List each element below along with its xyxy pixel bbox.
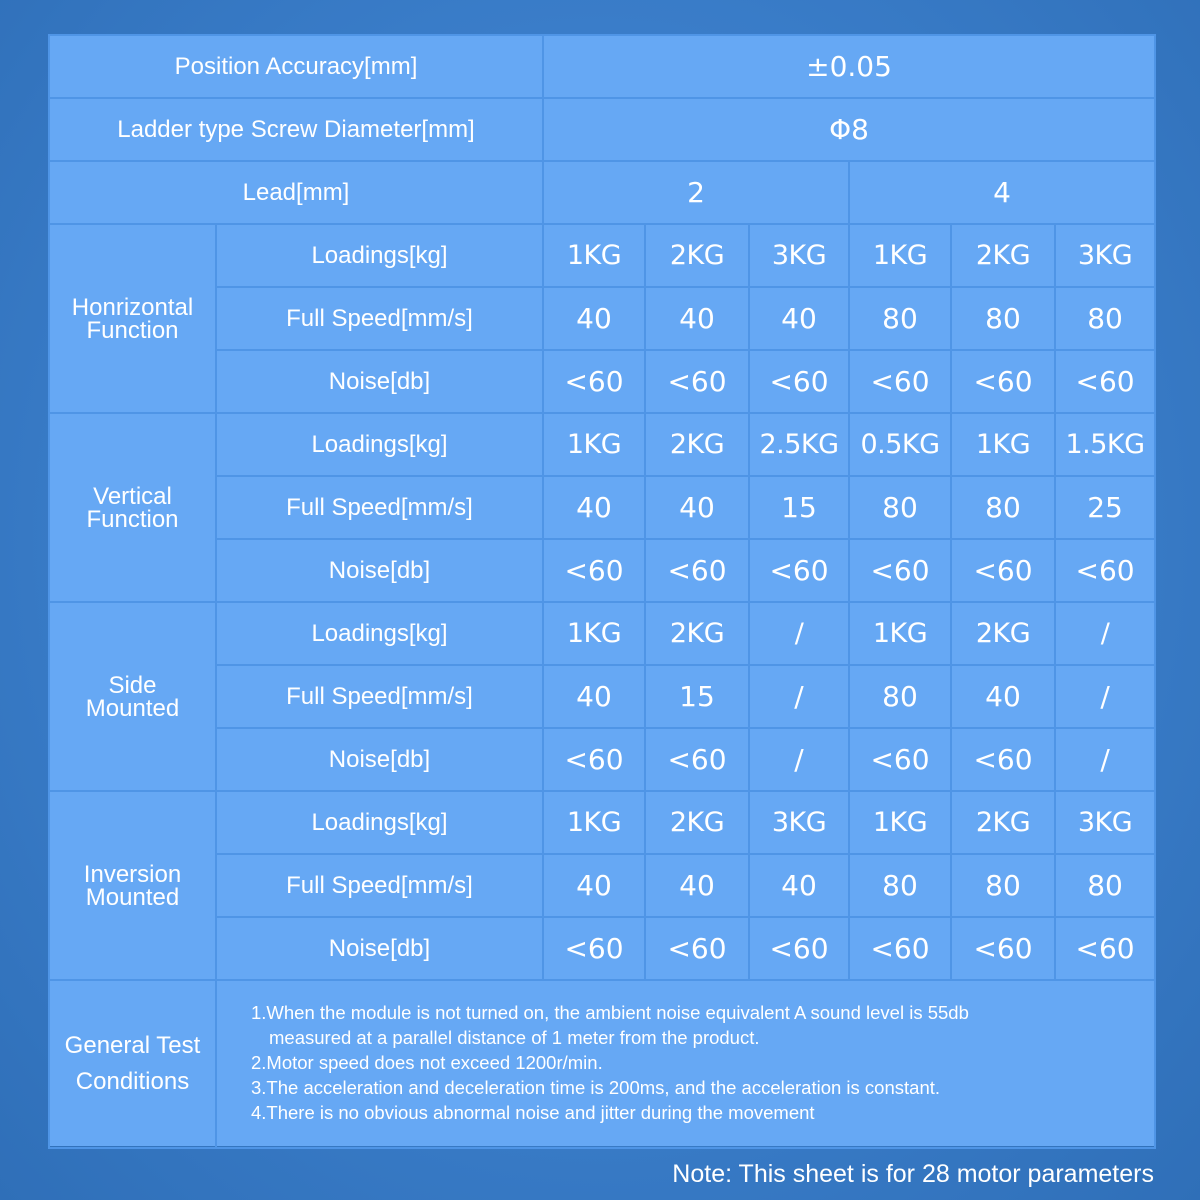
spec-table <box>48 34 1156 1149</box>
row-label-loadings: Loadings[kg] <box>216 413 543 476</box>
group-label <box>49 224 216 413</box>
group-label-line: Inversion <box>83 860 182 888</box>
value-cell: 1KG <box>849 602 951 665</box>
value-cell: 2KG <box>645 791 749 854</box>
value-cell: 2KG <box>645 602 749 665</box>
lead-label: Lead[mm] <box>49 161 543 224</box>
position-accuracy-label: Position Accuracy[mm] <box>49 35 543 98</box>
value-cell: / <box>1055 665 1155 728</box>
value-cell: 3KG <box>749 224 849 287</box>
lead-value: 4 <box>849 161 1155 224</box>
value-cell: <60 <box>951 917 1055 980</box>
row-label-noise: Noise[db] <box>216 917 543 980</box>
screw-diameter-value: Φ8 <box>543 98 1155 161</box>
value-cell: <60 <box>543 917 645 980</box>
group-label-line: Mounted <box>85 883 180 911</box>
position-accuracy-value: ±0.05 <box>543 35 1155 98</box>
value-cell: 40 <box>543 287 645 350</box>
row-label-loadings: Loadings[kg] <box>216 602 543 665</box>
value-cell: <60 <box>849 350 951 413</box>
value-cell: <60 <box>749 350 849 413</box>
value-cell: 2KG <box>951 602 1055 665</box>
row-label-speed: Full Speed[mm/s] <box>216 854 543 917</box>
value-cell: 40 <box>645 854 749 917</box>
value-cell: 40 <box>645 287 749 350</box>
row-label-noise: Noise[db] <box>216 350 543 413</box>
test-condition-line: 2.Motor speed does not exceed 1200r/min. <box>251 1052 603 1073</box>
value-cell: 80 <box>951 287 1055 350</box>
value-cell: <60 <box>951 350 1055 413</box>
group-label <box>49 791 216 980</box>
group-label-line: Honrizontal <box>71 293 194 321</box>
test-conditions-notes <box>216 980 1155 1148</box>
value-cell: 15 <box>749 476 849 539</box>
row-label-noise: Noise[db] <box>216 539 543 602</box>
screw-diameter-row <box>49 98 1155 161</box>
value-cell: 1KG <box>951 413 1055 476</box>
value-cell: 40 <box>543 665 645 728</box>
value-cell: 1KG <box>849 791 951 854</box>
value-cell: 40 <box>749 287 849 350</box>
group-label <box>49 602 216 791</box>
group-label <box>49 413 216 602</box>
value-cell: 3KG <box>1055 791 1155 854</box>
footnote: Note: This sheet is for 28 motor parameters <box>672 1160 1154 1188</box>
value-cell: 40 <box>543 476 645 539</box>
value-cell: 40 <box>543 854 645 917</box>
lead-value: 2 <box>543 161 849 224</box>
value-cell: 2KG <box>645 413 749 476</box>
value-cell: 1KG <box>543 224 645 287</box>
group-row-loadings <box>49 224 1155 287</box>
row-label-loadings: Loadings[kg] <box>216 791 543 854</box>
test-condition-line: 1.When the module is not turned on, the ambient noise equivalent A sound level is 55db <box>251 1002 969 1023</box>
group-label-line: Vertical <box>93 482 172 510</box>
test-conditions-label-line: General Test <box>64 1032 201 1059</box>
value-cell: / <box>1055 602 1155 665</box>
value-cell: 1KG <box>543 413 645 476</box>
value-cell: 2KG <box>951 224 1055 287</box>
value-cell: <60 <box>645 728 749 791</box>
value-cell: <60 <box>543 350 645 413</box>
value-cell: 25 <box>1055 476 1155 539</box>
value-cell: <60 <box>849 539 951 602</box>
group-row-loadings <box>49 791 1155 854</box>
value-cell: 3KG <box>1055 224 1155 287</box>
row-label-speed: Full Speed[mm/s] <box>216 476 543 539</box>
value-cell: 2.5KG <box>749 413 849 476</box>
row-label-speed: Full Speed[mm/s] <box>216 665 543 728</box>
value-cell: <60 <box>951 539 1055 602</box>
value-cell: <60 <box>645 350 749 413</box>
value-cell: <60 <box>645 539 749 602</box>
row-label-noise: Noise[db] <box>216 728 543 791</box>
value-cell: <60 <box>1055 539 1155 602</box>
value-cell: 2KG <box>645 224 749 287</box>
group-label-line: Mounted <box>85 694 180 722</box>
value-cell: <60 <box>1055 917 1155 980</box>
value-cell: 80 <box>951 476 1055 539</box>
value-cell: <60 <box>645 917 749 980</box>
row-label-loadings: Loadings[kg] <box>216 224 543 287</box>
lead-row <box>49 161 1155 224</box>
value-cell: 40 <box>645 476 749 539</box>
value-cell: / <box>749 665 849 728</box>
value-cell: 0.5KG <box>849 413 951 476</box>
spec-sheet <box>48 34 1154 1146</box>
value-cell: 1KG <box>543 602 645 665</box>
value-cell: / <box>1055 728 1155 791</box>
value-cell: 80 <box>1055 287 1155 350</box>
value-cell: <60 <box>749 917 849 980</box>
test-condition-line: 3.The acceleration and deceleration time is 200ms, and the acceleration is constant. <box>251 1077 941 1098</box>
test-conditions-label-line: Conditions <box>75 1068 190 1095</box>
value-cell: 40 <box>951 665 1055 728</box>
position-accuracy-row <box>49 35 1155 98</box>
value-cell: 3KG <box>749 791 849 854</box>
value-cell: <60 <box>749 539 849 602</box>
value-cell: / <box>749 602 849 665</box>
group-label-line: Function <box>86 316 179 344</box>
value-cell: 80 <box>849 854 951 917</box>
value-cell: 40 <box>749 854 849 917</box>
value-cell: <60 <box>849 728 951 791</box>
value-cell: 80 <box>849 287 951 350</box>
group-label-line: Function <box>86 505 179 533</box>
group-row-loadings <box>49 413 1155 476</box>
value-cell: 80 <box>849 665 951 728</box>
value-cell: 1.5KG <box>1055 413 1155 476</box>
row-label-speed: Full Speed[mm/s] <box>216 287 543 350</box>
screw-diameter-label: Ladder type Screw Diameter[mm] <box>49 98 543 161</box>
value-cell: / <box>749 728 849 791</box>
value-cell: 1KG <box>543 791 645 854</box>
value-cell: 80 <box>1055 854 1155 917</box>
value-cell: <60 <box>849 917 951 980</box>
value-cell: <60 <box>543 728 645 791</box>
value-cell: 2KG <box>951 791 1055 854</box>
value-cell: <60 <box>1055 350 1155 413</box>
value-cell: <60 <box>543 539 645 602</box>
test-conditions-label <box>49 980 216 1148</box>
value-cell: <60 <box>951 728 1055 791</box>
group-label-line: Side <box>108 671 157 699</box>
value-cell: 80 <box>849 476 951 539</box>
group-row-loadings <box>49 602 1155 665</box>
value-cell: 1KG <box>849 224 951 287</box>
test-condition-line: 4.There is no obvious abnormal noise and jitter during the movement <box>251 1102 815 1123</box>
value-cell: 15 <box>645 665 749 728</box>
test-condition-line: measured at a parallel distance of 1 meter from the product. <box>269 1027 760 1048</box>
test-conditions-row <box>49 980 1155 1148</box>
value-cell: 80 <box>951 854 1055 917</box>
